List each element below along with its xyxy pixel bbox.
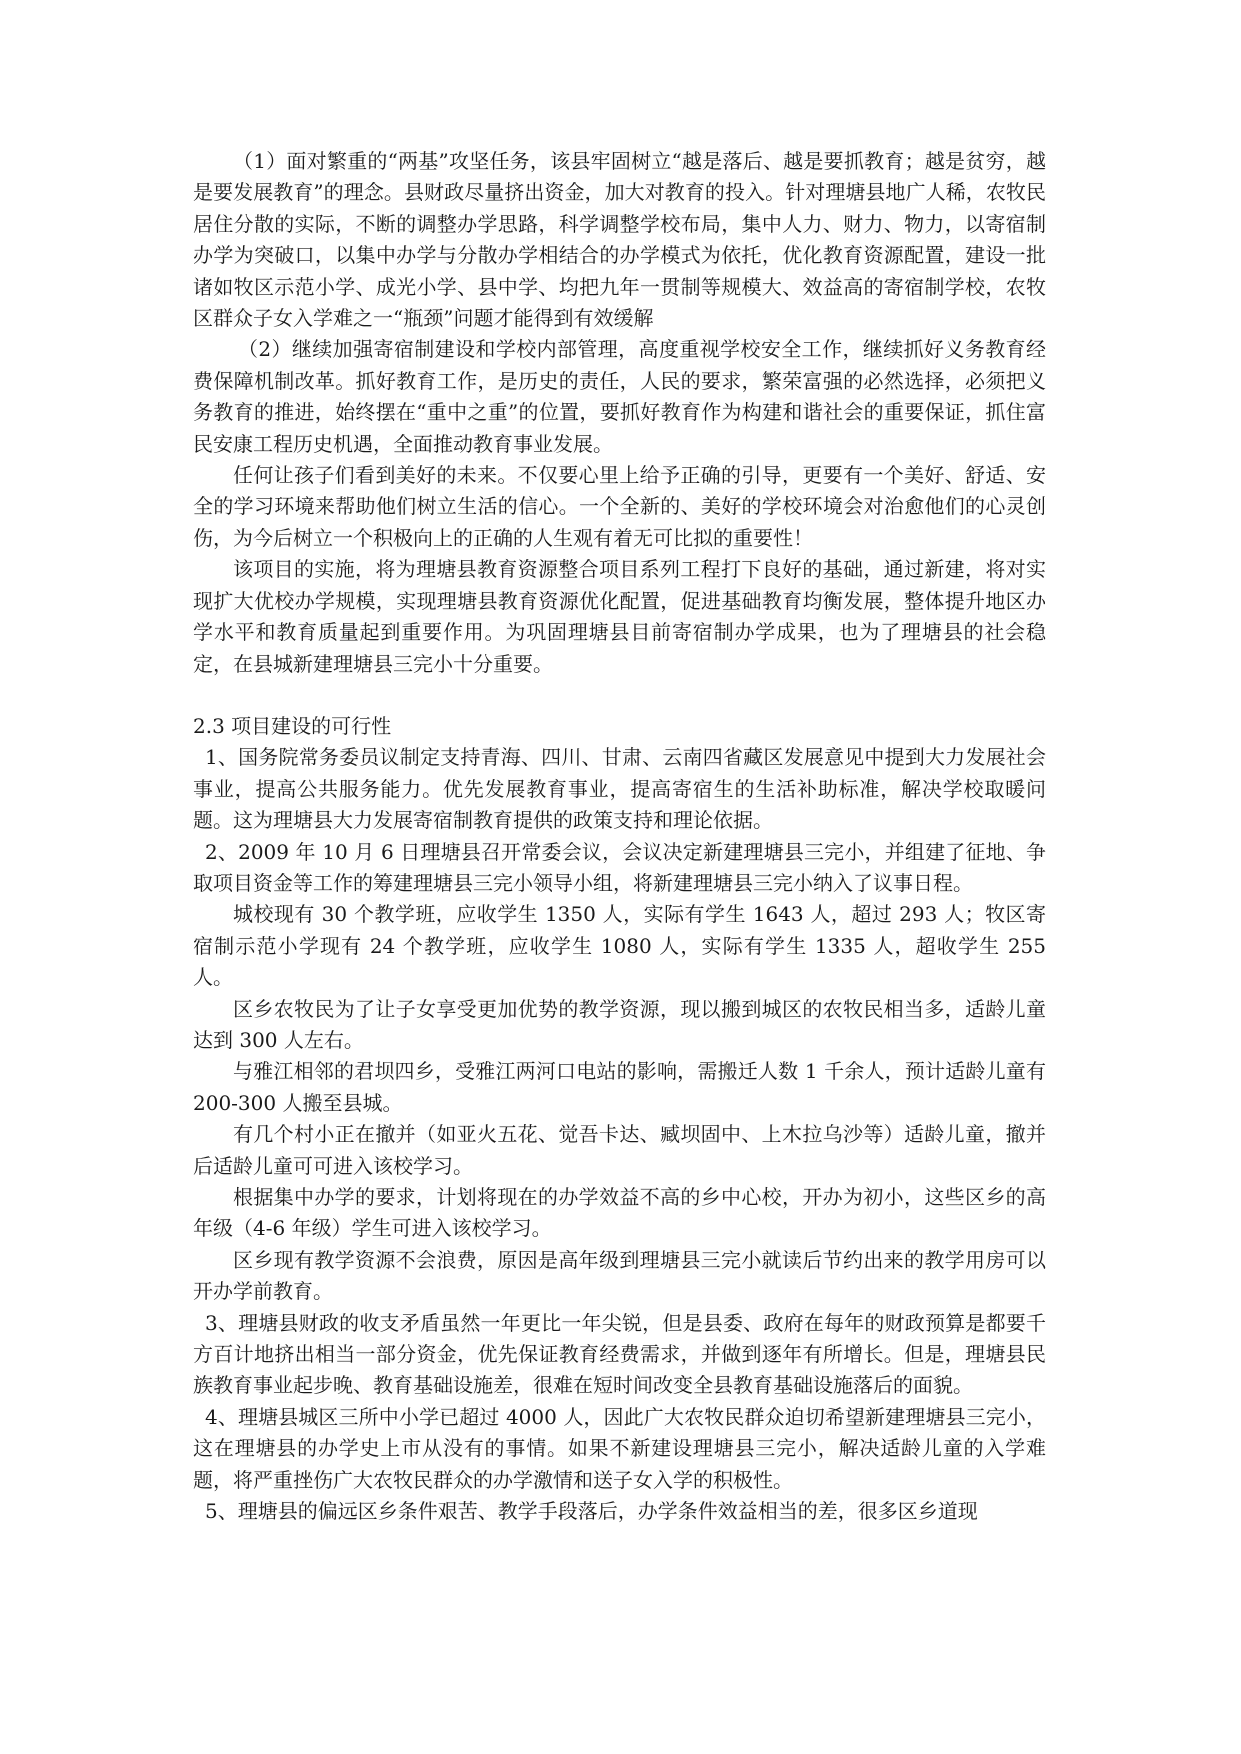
paragraph-1: （1）面对繁重的“两基”攻坚任务，该县牢固树立“越是落后、越是要抓教育；越是贫穷，越是要发展教育”的理念。县财政尽量挤出资金，加大对教育的投入。针对理塘县地广人稀，农牧民居住分散的实际，不断的调整办学思路，科学调整学校布局，集中人力、财力、物力，以寄宿制办学为突破口，以集中办学与分散办学相结合的办学模式为依托，优化教育资源配置，建设一批诸如牧区示范小学、成光小学、县中学、均把九年一贯制等规模大、效益高的寄宿制学校，农牧区群众子女入学难之一“瓶颈”问题才能得到有效缓解 — [193, 149, 1046, 331]
paragraph-4: 该项目的实施，将为理塘县教育资源整合项目系列工程打下良好的基础，通过新建，将对实现扩大优校办学规模，实现理塘县教育资源优化配置，促进基础教育均衡发展，整体提升地区办学水平和教育质量起到重要作用。为巩固理塘县目前寄宿制办学成果，也为了理塘县的社会稳定，在县城新建理塘县三完小十分重要。 — [193, 557, 1046, 676]
section-paragraph-7: 根据集中办学的要求，计划将现在的办学效益不高的乡中心校，开办为初小，这些区乡的高年级（4-6 年级）学生可进入该校学习。 — [193, 1185, 1046, 1241]
section-paragraph-10: 4、理塘县城区三所中小学已超过 4000 人，因此广大农牧民群众迫切希望新建理塘县三完小，这在理塘县的办学史上市从没有的事情。如果不新建设理塘县三完小，解决适龄儿童的入学难题，将严重挫伤广大农牧民群众的办学激情和送子女入学的积极性。 — [193, 1404, 1046, 1492]
section-heading: 2.3 项目建设的可行性 — [193, 713, 392, 738]
section-paragraph-5: 与雅江相邻的君坝四乡，受雅江两河口电站的影响，需搬迁人数 1 千余人，预计适龄儿童有 200-300 人搬至县城。 — [193, 1059, 1046, 1115]
document-page — [193, 146, 1046, 1527]
section-paragraph-4: 区乡农牧民为了让子女享受更加优势的教学资源，现以搬到城区的农牧民相当多，适龄儿童达到 300 人左右。 — [193, 996, 1046, 1052]
paragraph-2: （2）继续加强寄宿制建设和学校内部管理，高度重视学校安全工作，继续抓好义务教育经费保障机制改革。抓好教育工作，是历史的责任，人民的要求，繁荣富强的必然选择，必须把义务教育的推进，始终摆在“重中之重”的位置，要抓好教育作为构建和谐社会的重要保证，抓住富民安康工程历史机遇，全面推动教育事业发展。 — [193, 337, 1046, 456]
section-paragraph-6: 有几个村小正在撤并（如亚火五花、觉吾卡达、臧坝固中、上木拉乌沙等）适龄儿童，撤并后适龄儿童可可进入该校学习。 — [193, 1122, 1046, 1178]
paragraph-3: 任何让孩子们看到美好的未来。不仅要心里上给予正确的引导，更要有一个美好、舒适、安全的学习环境来帮助他们树立生活的信心。一个全新的、美好的学校环境会对治愈他们的心灵创伤，为今后树立一个积极向上的正确的人生观有着无可比拟的重要性！ — [193, 463, 1046, 550]
section-paragraph-2: 2、2009 年 10 月 6 日理塘县召开常委会议，会议决定新建理塘县三完小，并组建了征地、争取项目资金等工作的筹建理塘县三完小领导小组，将新建理塘县三完小纳入了议事日程。 — [193, 839, 1046, 895]
section-paragraph-1: 1、国务院常务委员议制定支持青海、四川、甘肃、云南四省藏区发展意见中提到大力发展社会事业，提高公共服务能力。优先发展教育事业，提高寄宿生的生活补助标准，解决学校取暖问题。这为理塘县大力发展寄宿制教育提供的政策支持和理论依据。 — [193, 745, 1046, 833]
section-paragraph-9: 3、理塘县财政的收支矛盾虽然一年更比一年尖锐，但是县委、政府在每年的财政预算是都要千方百计地挤出相当一部分资金，优先保证教育经费需求，并做到逐年有所增长。但是，理塘县民族教育事业起步晚、教育基础设施差，很难在短时间改变全县教育基础设施落后的面貌。 — [193, 1310, 1046, 1398]
section-paragraph-8: 区乡现有教学资源不会浪费，原因是高年级到理塘县三完小就读后节约出来的教学用房可以开办学前教育。 — [193, 1247, 1046, 1304]
section-paragraph-11: 5、理塘县的偏远区乡条件艰苦、教学手段落后，办学条件效益相当的差，很多区乡道现 — [205, 1499, 978, 1524]
section-paragraph-3: 城校现有 30 个教学班，应收学生 1350 人，实际有学生 1643 人，超过 293 人；牧区寄宿制示范小学现有 24 个教学班，应收学生 1080 人，实际有学生 1335 人，超收学生 255 人。 — [193, 902, 1046, 990]
